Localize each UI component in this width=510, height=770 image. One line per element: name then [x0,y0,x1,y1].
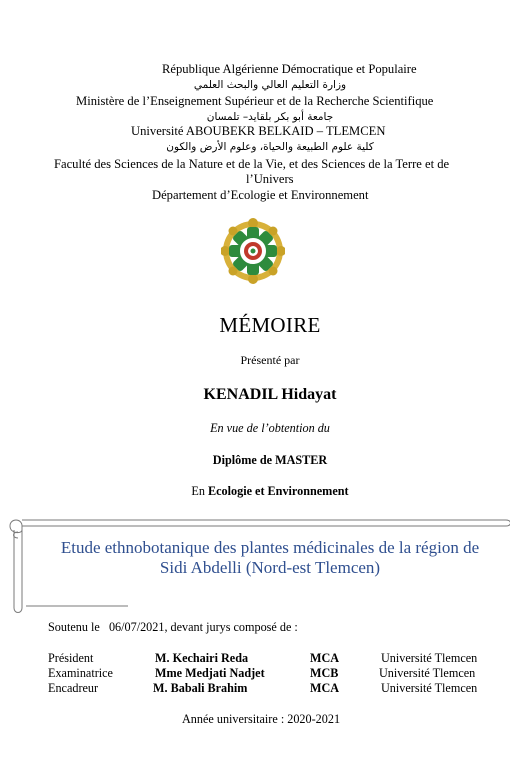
faculty-arabic: كلية علوم الطبيعة والحياة، وعلوم الأرض والكون [166,141,374,153]
jury-role: Encadreur [48,681,99,695]
thesis-title [40,538,500,578]
obtention-line: En vue de l’obtention du [210,421,330,435]
jury-role: Examinatrice [48,666,113,680]
presented-by: Présenté par [240,353,300,367]
defense-line [48,620,298,635]
ministry-line: Ministère de l’Enseignement Supérieur et de la Recherche Scientifique [76,94,434,108]
field-line [0,484,510,499]
faculty-line-1: Faculté des Sciences de la Nature et de la Vie, et des Sciences de la Terre et de [54,157,450,171]
department-line: Département d’Ecologie et Environnement [152,188,369,202]
jury-row [0,651,510,665]
author-name: KENADIL Hidayat [203,386,337,403]
jury-name: M. Kechairi Reda [155,651,249,665]
jury-grade: MCA [310,651,340,665]
jury-name: M. Babali Brahim [153,681,248,695]
jury-institution: Université Tlemcen [381,681,478,695]
faculty-line-2: l’Univers [246,172,294,186]
document-title: MÉMOIRE [219,313,321,337]
defense-label: Soutenu le [48,620,100,634]
diploma-line: Diplôme de MASTER [212,453,328,467]
academic-year: Année universitaire : 2020-2021 [182,712,341,726]
thesis-title-line-2: Sidi Abdelli (Nord-est Tlemcen) [159,558,381,577]
jury-institution: Université Tlemcen [379,666,476,680]
defense-date: 06/07/2021, devant jurys composé de : [108,620,298,634]
republic-line: République Algérienne Démocratique et Populaire [162,62,417,76]
jury-name: Mme Medjati Nadjet [155,666,265,680]
jury-institution: Université Tlemcen [381,651,478,665]
jury-grade: MCB [310,666,339,680]
field-prefix: En [191,484,205,498]
jury-role: Président [48,651,94,665]
ministry-arabic: وزارة التعليم العالي والبحث العلمي [193,79,347,91]
thesis-title-line-1: Etude ethnobotanique des plantes médicinales de la région de [60,538,480,557]
university-emblem-icon [221,217,285,285]
jury-row [0,681,510,695]
jury-row [0,666,510,680]
field-name: Ecologie et Environnement [207,484,349,498]
university-arabic: جامعة أبو بكر بلقايد– تلمسان [206,111,334,123]
university-line: Université ABOUBEKR BELKAID – TLEMCEN [131,124,386,138]
jury-grade: MCA [310,681,340,695]
